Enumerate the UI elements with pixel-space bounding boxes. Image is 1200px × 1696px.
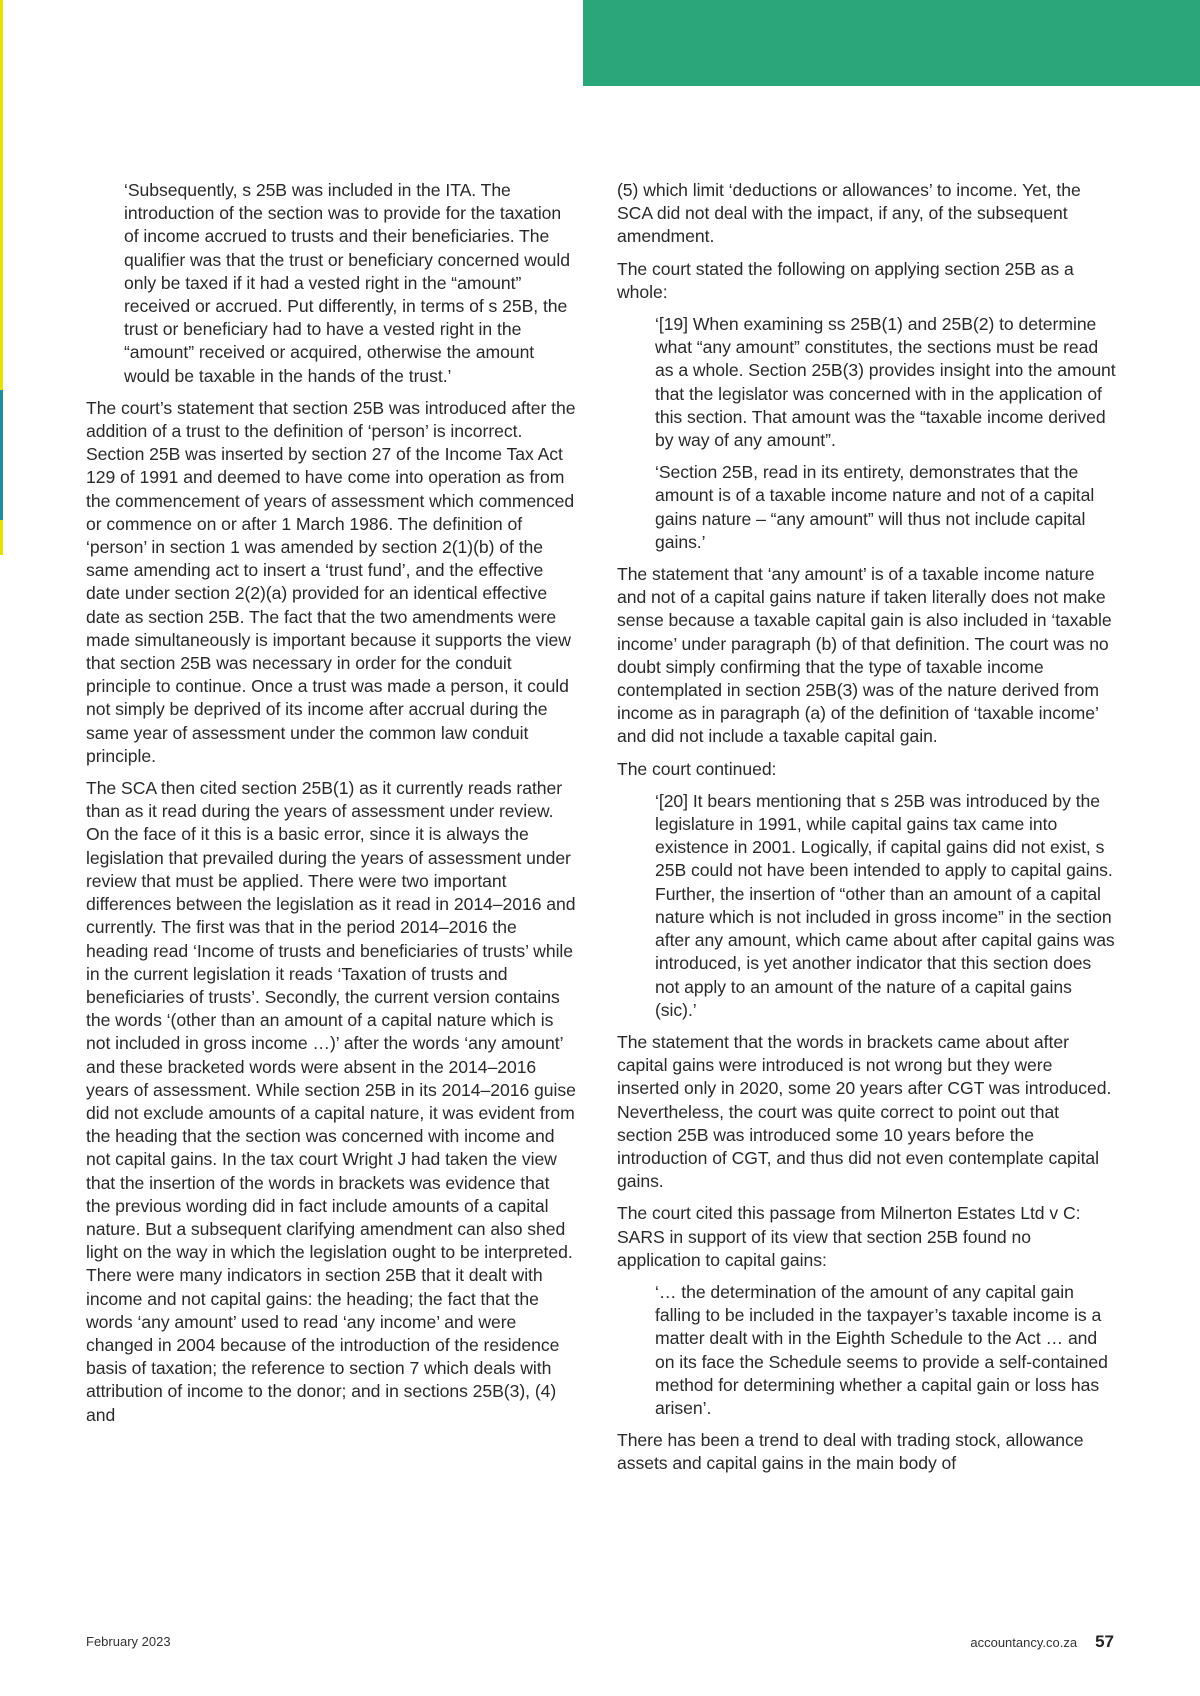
- block-quote: ‘Subsequently, s 25B was included in the ITA. The introduction of the section was to provide for the taxation of income accrued to trusts and their beneficiaries. The qualifier was that the trust or beneficiary concerned would only be taxed if it had a vested right in the “amount” received or accrued. Put differently, in terms of s 25B, the trust or beneficiary had to have a vested right in the “amount” received or acquired, otherwise the amount would be taxable in the hands of the trust.’: [124, 180, 570, 386]
- footer-site: accountancy.co.za: [970, 1635, 1078, 1650]
- body-paragraph: The statement that ‘any amount’ is of a taxable income nature and not of a capital gains nature if taken literally does not make sense because a taxable capital gain is also included in ‘taxable income’ under paragraph (b) of that definition. The court was no doubt simply confirming that the type of taxable income contemplated in section 25B(3) was of the nature derived from income as in paragraph (a) of the definition of ‘taxable income’ and did not include a taxable capital gain.: [617, 564, 1112, 747]
- right-column: [617, 179, 1116, 1485]
- block-quote: ‘Section 25B, read in its entirety, demonstrates that the amount is of a taxable income nature and not of a capital gains nature – “any amount” will thus not include capital gains.’: [655, 462, 1095, 552]
- left-edge-teal-stripe: [0, 390, 3, 520]
- block-quote: ‘[20] It bears mentioning that s 25B was introduced by the legislature in 1991, while capital gains tax came into existence in 2001. Logically, if capital gains did not exist, s 25B could not have been intended to apply to capital gains. Further, the insertion of “other than an amount of a capital nature which is not included in gross income” in the section after any amount, which came about after capital gains was introduced, is yet another indicator that this section does not apply to an amount of the nature of a capital gains (sic).’: [655, 790, 1115, 1020]
- block-quote: ‘[19] When examining ss 25B(1) and 25B(2) to determine what “any amount” constitutes, the sections must be read as a whole. Section 25B(3) provides insight into the amount that the legislator was concerned with in the application of this section. That amount was the “taxable income derived by way of any amount”.: [655, 314, 1116, 451]
- page-number: 57: [1095, 1632, 1114, 1651]
- body-paragraph: There has been a trend to deal with trading stock, allowance assets and capital gains in the main body of: [617, 1430, 1084, 1474]
- body-paragraph: The court stated the following on applying section 25B as a whole:: [617, 258, 1074, 302]
- left-column: [86, 179, 578, 1436]
- body-paragraph: The court cited this passage from Milnerton Estates Ltd v C: SARS in support of its view that section 25B found no application to capital gains:: [617, 1203, 1081, 1270]
- body-paragraph: The court’s statement that section 25B was introduced after the addition of a trust to the definition of ‘person’ is incorrect. Section 25B was inserted by section 27 of the Income Tax Act 129 of 1991 and deemed to have come into operation as from the commencement of years of assessment which commenced or commence on or after 1 March 1986. The definition of ‘person’ in section 1 was amended by section 2(1)(b) of the same amending act to insert a ‘trust fund’, and the effective date under section 2(2)(a) provided for an identical effective date as section 25B. The fact that the two amendments were made simultaneously is important because it supports the view that section 25B was necessary in order for the conduit principle to continue. Once a trust was made a person, it could not simply be deprived of its income after accrual during the same year of assessment under the common law conduit principle.: [86, 397, 576, 766]
- body-paragraph: The court continued:: [617, 758, 777, 779]
- header-color-block: [583, 0, 1200, 86]
- footer-date: February 2023: [86, 1634, 171, 1649]
- body-paragraph: The SCA then cited section 25B(1) as it currently reads rather than as it read during the years of assessment under review. On the face of it this is a basic error, since it is always the legislation that prevailed during the years of assessment under review that must be applied. There were two important differences between the legislation as it read in 2014–2016 and currently. The first was that in the period 2014–2016 the heading read ‘Income of trusts and beneficiaries of trusts’ while in the current legislation it reads ‘Taxation of trusts and beneficiaries of trusts’. Secondly, the current version contains the words ‘(other than an amount of a capital nature which is not included in gross income …)’ after the words ‘any amount’ and these bracketed words were absent in the 2014–2016 years of assessment. While section 25B in its 2014–2016 guise did not exclude amounts of a capital nature, it was evident from the heading that the section was concerned with income and not capital gains. In the tax court Wright J had taken the view that the insertion of the words in brackets was evidence that the previous wording did in fact include amounts of a capital nature. But a subsequent clarifying amendment can also shed light on the way in which the legislation ought to be interpreted. There were many indicators in section 25B that it dealt with income and not capital gains: the heading; the fact that the words ‘any amount’ used to read ‘any income’ and were changed in 2004 because of the introduction of the residence basis of taxation; the reference to section 7 which deals with attribution of income to the donor; and in sections 25B(3), (4) and: [86, 778, 576, 1425]
- block-quote: ‘… the determination of the amount of any capital gain falling to be included in the taxpayer’s taxable income is a matter dealt with in the Eighth Schedule to the Act … and on its face the Schedule seems to provide a self-contained method for determining whether a capital gain or loss has arisen’.: [655, 1281, 1108, 1418]
- footer-right: [970, 1632, 1114, 1652]
- body-paragraph: (5) which limit ‘deductions or allowances’ to income. Yet, the SCA did not deal with the impact, if any, of the subsequent amendment.: [617, 180, 1081, 247]
- body-paragraph: The statement that the words in brackets came about after capital gains were introduced is not wrong but they were inserted only in 2020, some 20 years after CGT was introduced. Nevertheless, the court was quite correct to point out that section 25B was introduced some 10 years before the introduction of CGT, and thus did not even contemplate capital gains.: [617, 1031, 1112, 1192]
